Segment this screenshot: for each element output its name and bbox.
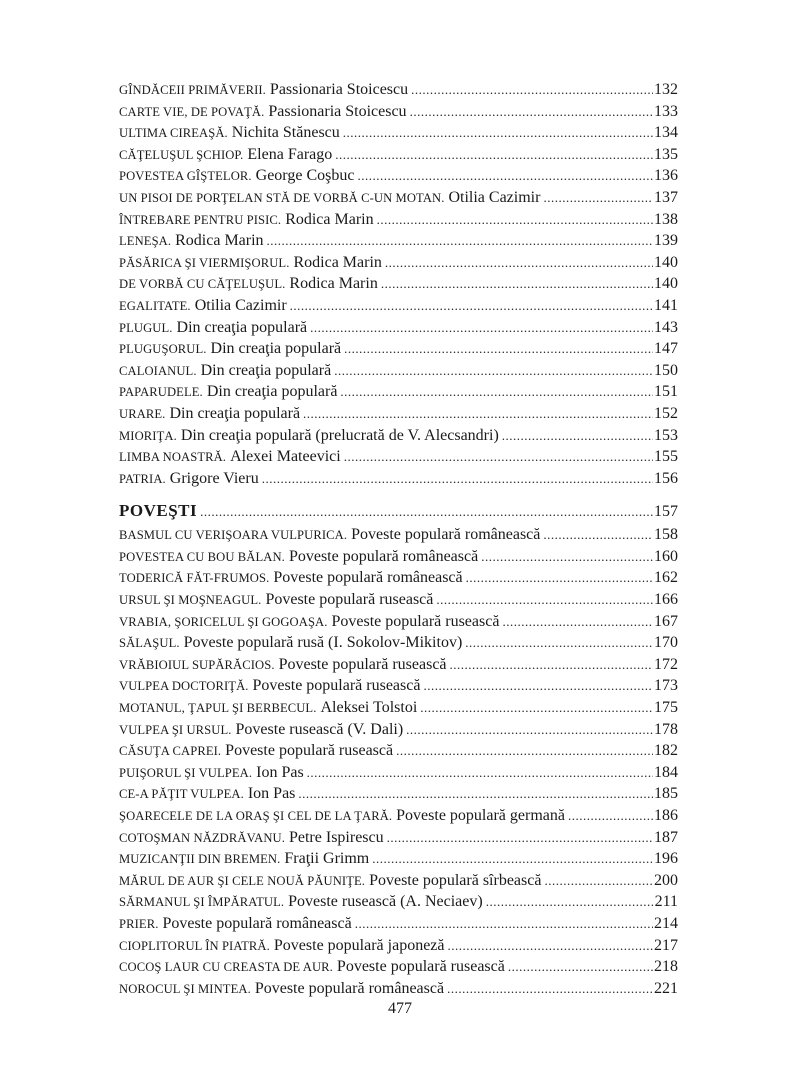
- toc-entry: [119, 740, 678, 762]
- dot-leader: [410, 101, 653, 123]
- entry-page-number: 155: [654, 448, 678, 466]
- dot-leader: [372, 848, 653, 870]
- toc-entry: [119, 805, 678, 827]
- entry-author: Rodica Marin: [293, 253, 382, 271]
- entry-page-number: 214: [654, 914, 678, 932]
- entry-page-number: 158: [654, 526, 678, 544]
- toc-entry: [119, 567, 678, 589]
- entry-author: Poveste populară rusească: [252, 677, 421, 695]
- entry-author: Fraţii Grimm: [284, 850, 370, 868]
- entry-page-number: 147: [654, 340, 678, 358]
- toc-entry: [119, 697, 678, 719]
- entry-author: Poveste populară germană: [396, 807, 565, 824]
- dot-leader: [448, 935, 654, 957]
- entry-page-number: 217: [654, 936, 678, 954]
- entry-title: EGALITATE.: [119, 298, 191, 313]
- toc-entry: [119, 165, 678, 187]
- entry-title: URSUL ŞI MOŞNEAGUL.: [119, 593, 262, 608]
- dot-leader: [508, 956, 653, 978]
- entry-title: PLUGUL.: [119, 320, 173, 335]
- entry-page-number: 200: [654, 871, 678, 889]
- dot-leader: [335, 144, 653, 166]
- entry-author: Grigore Vieru: [169, 469, 259, 487]
- toc-entry: [119, 762, 678, 784]
- entry-page-number: 196: [654, 850, 678, 868]
- entry-title: LIMBA NOASTRĂ.: [119, 450, 227, 465]
- entry-page-number: 185: [654, 785, 678, 803]
- entry-page-number: 186: [654, 807, 678, 824]
- entry-author: Poveste populară rusească: [225, 742, 394, 760]
- page-number: 477: [388, 1000, 412, 1017]
- entry-title: COCOŞ LAUR CU CREASTA DE AUR.: [119, 960, 333, 975]
- entry-title: TODERICĂ FĂT-FRUMOS.: [119, 571, 270, 586]
- toc-entry: [119, 675, 678, 697]
- toc-entry: [119, 144, 678, 166]
- toc-entry: [119, 611, 678, 633]
- entry-title: BASMUL CU VERIŞOARA VULPURICA.: [119, 528, 348, 543]
- entry-page-number: 152: [654, 404, 678, 422]
- toc-entry: [119, 295, 678, 317]
- entry-page-number: 132: [654, 81, 678, 98]
- dot-leader: [385, 252, 653, 274]
- entry-page-number: 138: [654, 210, 678, 228]
- entry-page-number: 153: [654, 426, 678, 444]
- dot-leader: [411, 79, 653, 101]
- entry-page-number: 184: [654, 763, 678, 781]
- entry-page-number: 172: [654, 655, 678, 673]
- entry-author: Ion Pas: [256, 763, 304, 781]
- toc-entry: [119, 589, 678, 611]
- entry-page-number: 150: [654, 361, 678, 379]
- dot-leader: [343, 122, 653, 144]
- entry-author: Poveste rusească (V. Dali): [235, 720, 404, 738]
- entry-author: Poveste populară rusească: [265, 591, 434, 609]
- entry-page-number: 211: [654, 893, 678, 911]
- entry-author: Otilia Cazimir: [448, 188, 541, 206]
- entry-title: PAPARUDELE.: [119, 385, 203, 400]
- dot-leader: [298, 783, 653, 805]
- entry-page-number: 178: [654, 720, 678, 738]
- toc-entry: [119, 425, 678, 447]
- entry-page-number: 135: [654, 145, 678, 163]
- entry-title: UN PISOI DE PORŢELAN STĂ DE VORBĂ C-UN MOTAN.: [119, 190, 445, 205]
- dot-leader: [310, 317, 653, 339]
- entry-page-number: 182: [654, 742, 678, 760]
- entry-title: DE VORBĂ CU CĂŢELUŞUL.: [119, 277, 286, 292]
- entry-page-number: 166: [654, 591, 678, 609]
- toc-entry: [119, 79, 678, 101]
- toc-entry: [119, 317, 678, 339]
- toc-entry: [119, 230, 678, 252]
- dot-leader: [450, 654, 653, 676]
- entry-author: Din creaţia populară: [206, 383, 338, 401]
- entry-author: Poveste populară rusă (I. Sokolov-Mikitov): [183, 634, 463, 652]
- dot-leader: [267, 230, 653, 252]
- entry-author: Din creaţia populară: [176, 318, 308, 336]
- entry-author: Poveste populară rusească: [336, 958, 505, 976]
- entry-title: SĂLAŞUL.: [119, 636, 180, 651]
- entry-title: MIORIŢA.: [119, 428, 177, 443]
- entry-page-number: 187: [654, 828, 678, 846]
- entry-page-number: 173: [654, 677, 678, 695]
- dot-leader: [406, 719, 653, 741]
- entry-page-number: 221: [654, 979, 678, 997]
- dot-leader: [420, 697, 653, 719]
- dot-leader: [262, 468, 653, 490]
- entry-title: ÎNTREBARE PENTRU PISIC.: [119, 212, 282, 227]
- entry-author: Passionaria Stoicescu: [269, 81, 409, 98]
- entry-title: PUIŞORUL ŞI VULPEA.: [119, 765, 253, 780]
- dot-leader: [387, 827, 653, 849]
- section-title: POVEŞTI: [119, 501, 198, 521]
- entry-author: Petre Ispirescu: [288, 828, 384, 846]
- toc-entry: [119, 783, 678, 805]
- dot-leader: [396, 740, 653, 762]
- entry-author: Aleksei Tolstoi: [320, 699, 418, 717]
- entry-author: Alexei Mateevici: [230, 448, 341, 466]
- dot-leader: [436, 589, 653, 611]
- toc-entry: [119, 632, 678, 654]
- entry-title: PĂSĂRICA ŞI VIERMIŞORUL.: [119, 255, 290, 270]
- entry-page-number: 170: [654, 634, 678, 652]
- entry-page-number: 218: [654, 958, 678, 976]
- entry-title: VRĂBIOIUL SUPĂRĂCIOS.: [119, 657, 275, 672]
- entry-title: NOROCUL ŞI MINTEA.: [119, 981, 251, 996]
- entry-page-number: 139: [654, 232, 678, 250]
- toc-entry: [119, 891, 678, 913]
- dot-leader: [344, 446, 653, 468]
- entry-title: CALOIANUL.: [119, 363, 197, 378]
- toc-entry: [119, 338, 678, 360]
- entry-title: CE-A PĂŢIT VULPEA.: [119, 787, 244, 802]
- toc-entry: [119, 252, 678, 274]
- toc-entry: [119, 468, 678, 490]
- toc-entry: [119, 360, 678, 382]
- toc-entry: [119, 446, 678, 468]
- entry-author: Otilia Cazimir: [194, 296, 287, 314]
- entry-page-number: 167: [654, 612, 678, 630]
- entry-title: CĂSUŢA CAPREI.: [119, 744, 222, 759]
- entry-title: MĂRUL DE AUR ŞI CELE NOUĂ PĂUNIŢE.: [119, 873, 366, 888]
- entry-title: COTOŞMAN NĂZDRĂVANU.: [119, 830, 285, 845]
- dot-leader: [486, 891, 654, 913]
- entry-title: CARTE VIE, DE POVAŢĂ.: [119, 104, 265, 119]
- entry-title: PRIER.: [119, 916, 159, 931]
- entry-page-number: 143: [654, 318, 678, 336]
- entry-author: Poveste populară rusească: [331, 612, 500, 630]
- dot-leader: [303, 403, 653, 425]
- entry-page-number: 134: [654, 124, 678, 142]
- entry-author: Rodica Marin: [289, 275, 378, 293]
- dot-leader: [502, 425, 653, 447]
- entry-author: Din creaţia populară (prelucrată de V. Alecsandri): [180, 426, 499, 444]
- entry-title: LENEŞA.: [119, 234, 172, 249]
- toc-entry: [119, 956, 678, 978]
- entry-title: URARE.: [119, 406, 166, 421]
- dot-leader: [568, 805, 653, 827]
- entry-title: CĂŢELUŞUL ŞCHIOP.: [119, 147, 244, 162]
- entry-title: MUZICANŢII DIN BREMEN.: [119, 852, 281, 867]
- entry-page-number: 136: [654, 167, 678, 185]
- dot-leader: [481, 546, 653, 568]
- toc-entry: [119, 381, 678, 403]
- toc-entry: [119, 848, 678, 870]
- entry-title: SĂRMANUL ŞI ÎMPĂRATUL.: [119, 895, 285, 910]
- entry-author: Poveste populară japoneză: [273, 936, 445, 954]
- toc-entry: [119, 187, 678, 209]
- dot-leader: [544, 870, 653, 892]
- entry-author: Din creaţia populară: [169, 404, 301, 422]
- entry-title: ULTIMA CIREAŞĂ.: [119, 126, 228, 141]
- entry-author: Din creaţia populară: [210, 340, 342, 358]
- toc-entry: [119, 978, 678, 1000]
- toc-entry: [119, 870, 678, 892]
- dot-leader: [334, 360, 653, 382]
- entry-author: Din creaţia populară: [200, 361, 332, 379]
- dot-leader: [423, 675, 653, 697]
- entry-page-number: 151: [654, 383, 678, 401]
- toc-entry: [119, 546, 678, 568]
- toc-section-heading: [119, 497, 678, 524]
- entry-author: Poveste populară românească: [288, 547, 479, 565]
- entry-author: Elena Farago: [247, 145, 333, 163]
- entry-author: George Coşbuc: [255, 167, 355, 185]
- entry-page-number: 160: [654, 547, 678, 565]
- dot-leader: [377, 209, 653, 231]
- dot-leader: [355, 913, 653, 935]
- entry-author: Ion Pas: [247, 785, 296, 803]
- dot-leader: [200, 498, 653, 524]
- entry-title: VRABIA, ŞORICELUL ŞI GOGOAŞA.: [119, 614, 328, 629]
- dot-leader: [447, 978, 653, 1000]
- entry-title: ŞOARECELE DE LA ORAŞ ŞI CEL DE LA ŢARĂ.: [119, 809, 393, 823]
- toc-entry: [119, 654, 678, 676]
- entry-page-number: 162: [654, 569, 678, 587]
- dot-leader: [307, 762, 653, 784]
- dot-leader: [502, 611, 653, 633]
- toc-entry: [119, 719, 678, 741]
- entry-title: CIOPLITORUL ÎN PIATRĂ.: [119, 938, 270, 953]
- toc-entry: [119, 209, 678, 231]
- entry-author: Rodica Marin: [175, 232, 264, 250]
- table-of-contents: [119, 79, 678, 999]
- dot-leader: [340, 381, 653, 403]
- entry-page-number: 140: [654, 275, 678, 293]
- dot-leader: [465, 632, 653, 654]
- entry-author: Poveste populară românească: [351, 526, 541, 544]
- entry-title: PATRIA.: [119, 471, 166, 486]
- entry-author: Rodica Marin: [285, 210, 374, 228]
- toc-entry: [119, 122, 678, 144]
- entry-title: VULPEA DOCTORIŢĂ.: [119, 679, 249, 694]
- entry-author: Poveste populară sîrbească: [369, 871, 542, 889]
- entry-title: PLUGUŞORUL.: [119, 342, 207, 357]
- entry-author: Poveste populară românească: [254, 979, 445, 997]
- entry-author: Nichita Stănescu: [231, 124, 340, 142]
- dot-leader: [543, 524, 653, 546]
- toc-entry: [119, 524, 678, 546]
- entry-author: Poveste populară românească: [273, 569, 463, 587]
- entry-page-number: 133: [654, 102, 678, 120]
- entry-page-number: 137: [654, 188, 678, 206]
- entry-title: POVESTEA CU BOU BĂLAN.: [119, 549, 285, 564]
- entry-title: MOTANUL, ŢAPUL ŞI BERBECUL.: [119, 701, 317, 716]
- dot-leader: [381, 273, 653, 295]
- entry-page-number: 157: [654, 503, 678, 521]
- entry-title: VULPEA ŞI URSUL.: [119, 722, 232, 737]
- entry-title: POVESTEA GÎŞTELOR.: [119, 169, 252, 184]
- entry-author: Passionaria Stoicescu: [268, 102, 407, 120]
- toc-entry: [119, 913, 678, 935]
- dot-leader: [466, 567, 653, 589]
- toc-entry: [119, 935, 678, 957]
- toc-entry: [119, 273, 678, 295]
- dot-leader: [344, 338, 653, 360]
- entry-page-number: 140: [654, 253, 678, 271]
- toc-entry: [119, 101, 678, 123]
- entry-author: Poveste populară românească: [162, 914, 352, 932]
- entry-page-number: 156: [654, 469, 678, 487]
- toc-entry: [119, 403, 678, 425]
- dot-leader: [543, 187, 653, 209]
- dot-leader: [357, 165, 653, 187]
- toc-entry: [119, 827, 678, 849]
- entry-author: Poveste rusească (A. Neciaev): [288, 893, 483, 911]
- entry-title: GÎNDĂCEII PRIMĂVERII.: [119, 83, 266, 97]
- entry-page-number: 141: [654, 296, 678, 314]
- entry-author: Poveste populară rusească: [278, 655, 447, 673]
- entry-page-number: 175: [654, 699, 678, 717]
- dot-leader: [290, 295, 653, 317]
